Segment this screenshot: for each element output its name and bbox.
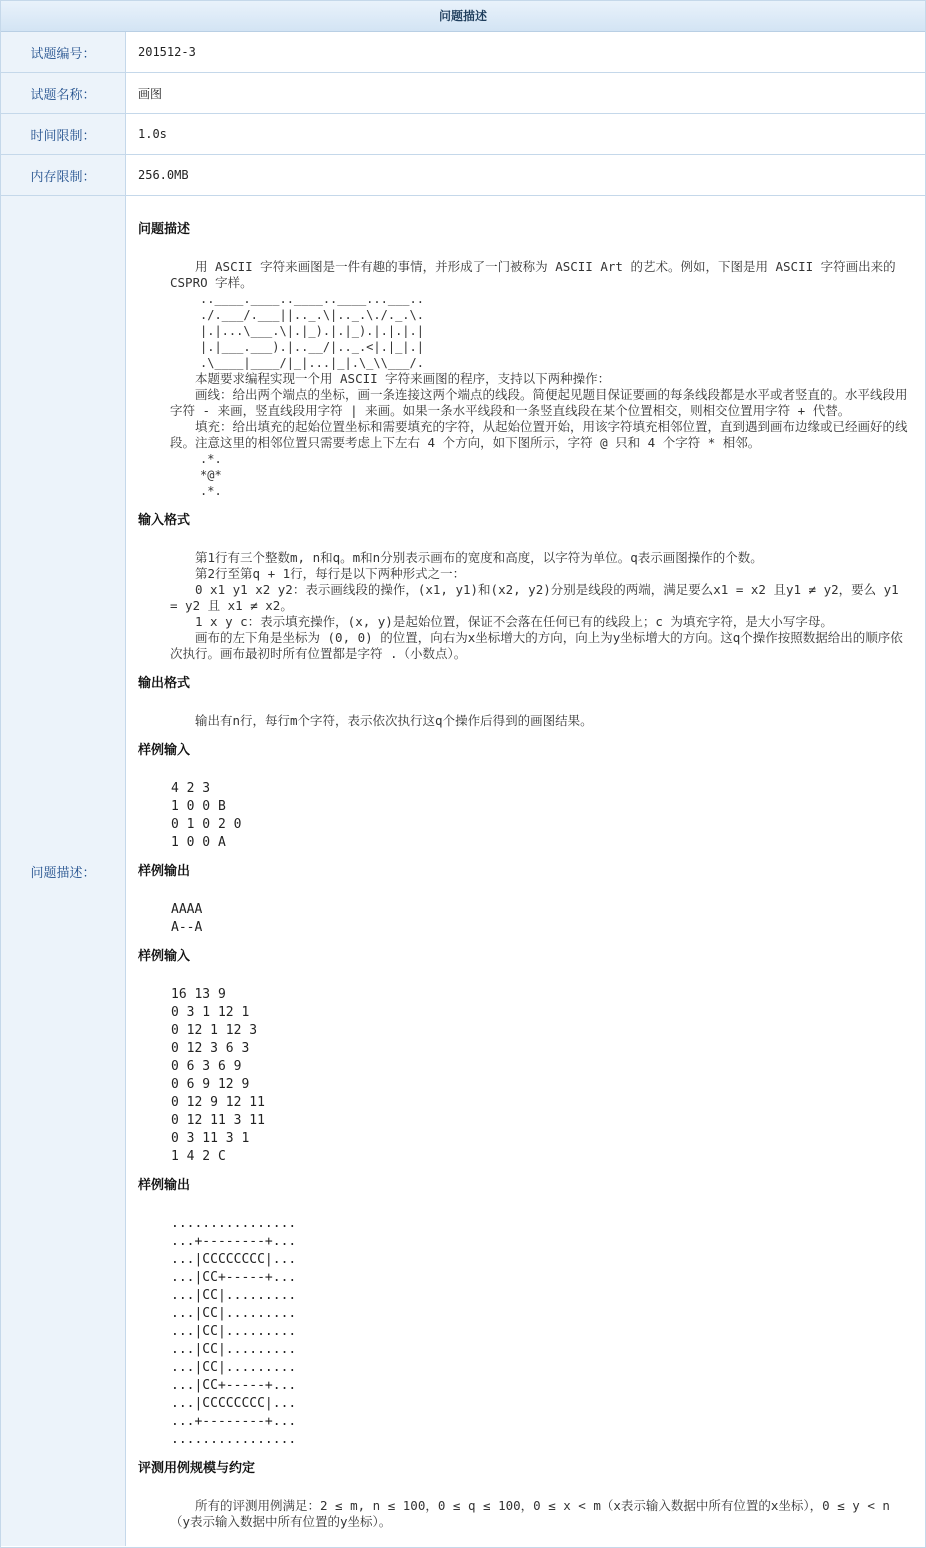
row-problem-id <box>1 32 925 73</box>
heading-sample-input-2: 样例输入 <box>138 949 191 964</box>
value-problem-name: 画图 <box>138 86 163 101</box>
sample-output-2: ................ ...+--------+... ...|CCCCCCCC|... ...|CC+-----+... ...|CC|......... ...|CC|......... ...|CC|......... ...|CC|......... ...|CC|......... ...|CC+-----+... ...|CCCCCCCC|... ...+--------+... ................ <box>171 1216 297 1447</box>
fill-op-text: 填充：给出填充的起始位置坐标和需要填充的字符，从起始位置开始，用该字符填充相邻位置，直到遇到画布边缘或已经画好的线段。注意这里的相邻位置只需要考虑上下左右 4 个方向，如下图所示，字符 @ 只和 4 个字符 * 相邻。 <box>170 419 908 450</box>
panel-header: 问题描述 <box>1 1 925 32</box>
sample-input-1: 4 2 3 1 0 0 B 0 1 0 2 0 1 0 0 A <box>171 781 242 850</box>
value-problem-id: 201512-3 <box>138 45 196 59</box>
value-memory-limit: 256.0MB <box>138 168 189 182</box>
cspro-ascii-art: ..____.____..____..____...___.. ./.___/.___||.._.\|.._.\./._.\. |.|...\___.\|.|_).|.|_).|.|.|.| |.|___.___).|..__/|.._.<|.|_|.| .\____|____/|_|...|_|.\_\\___/. <box>200 292 424 370</box>
label-problem-id: 试题编号： <box>1 32 126 72</box>
input-line-4: 1 x y c：表示填充操作，(x, y)是起始位置，保证不会落在任何已有的线段上；c 为填充字符，是大小写字母。 <box>195 614 833 629</box>
intro-text: 用 ASCII 字符来画图是一件有趣的事情，并形成了一门被称为 ASCII Art 的艺术。例如，下图是用 ASCII 字符画出来的 CSPRO 字样。 <box>170 259 896 290</box>
row-problem-name <box>1 73 925 114</box>
description-content <box>126 196 925 1546</box>
heading-scale: 评测用例规模与约定 <box>138 1461 256 1476</box>
sample-output-1: AAAA A--A <box>171 902 203 935</box>
heading-problem-description: 问题描述 <box>138 222 191 237</box>
heading-output-format: 输出格式 <box>138 676 191 691</box>
task-text: 本题要求编程实现一个用 ASCII 字符来画图的程序，支持以下两种操作： <box>195 371 611 386</box>
label-memory-limit: 内存限制： <box>1 155 126 195</box>
sample-input-2: 16 13 9 0 3 1 12 1 0 12 1 12 3 0 12 3 6 3 0 6 3 6 9 0 6 9 12 9 0 12 9 12 11 0 12 11 3 11 0 3 11 3 1 1 4 2 C <box>171 987 265 1164</box>
row-memory-limit <box>1 155 925 196</box>
row-time-limit <box>1 114 925 155</box>
heading-input-format: 输入格式 <box>138 513 191 528</box>
input-line-2: 第2行至第q + 1行，每行是以下两种形式之一： <box>195 566 466 581</box>
heading-sample-output-2: 样例输出 <box>138 1178 191 1193</box>
label-problem-name: 试题名称： <box>1 73 126 113</box>
heading-sample-output-1: 样例输出 <box>138 864 191 879</box>
input-line-1: 第1行有三个整数m, n和q。m和n分别表示画布的宽度和高度，以字符为单位。q表示画图操作的个数。 <box>195 550 763 565</box>
output-text: 输出有n行，每行m个字符，表示依次执行这q个操作后得到的画图结果。 <box>195 713 593 728</box>
line-op-text: 画线：给出两个端点的坐标，画一条连接这两个端点的线段。简便起见题目保证要画的每条线段都是水平或者竖直的。水平线段用字符 - 来画，竖直线段用字符 | 来画。如果一条水平线段和一条竖直线段在某个位置相交，则相交位置用字符 + 代替。 <box>170 387 908 418</box>
fill-neighbors-art: .*. *@* .*. <box>200 452 222 498</box>
scale-text: 所有的评测用例满足：2 ≤ m, n ≤ 100，0 ≤ q ≤ 100，0 ≤ x < m（x表示输入数据中所有位置的x坐标），0 ≤ y < n（y表示输入数据中所有位置的y坐标）。 <box>170 1498 890 1529</box>
label-time-limit: 时间限制： <box>1 114 126 154</box>
heading-sample-input-1: 样例输入 <box>138 743 191 758</box>
input-line-3: 0 x1 y1 x2 y2：表示画线段的操作，(x1, y1)和(x2, y2)分别是线段的两端，满足要么x1 = x2 且y1 ≠ y2，要么 y1 = y2 且 x1 ≠ x2。 <box>170 582 899 613</box>
value-time-limit: 1.0s <box>138 127 167 141</box>
input-line-5: 画布的左下角是坐标为 (0, 0) 的位置，向右为x坐标增大的方向，向上为y坐标增大的方向。这q个操作按照数据给出的顺序依次执行。画布最初时所有位置都是字符 .（小数点）。 <box>170 630 903 661</box>
row-description <box>1 196 925 1546</box>
label-description: 问题描述： <box>1 196 126 1546</box>
